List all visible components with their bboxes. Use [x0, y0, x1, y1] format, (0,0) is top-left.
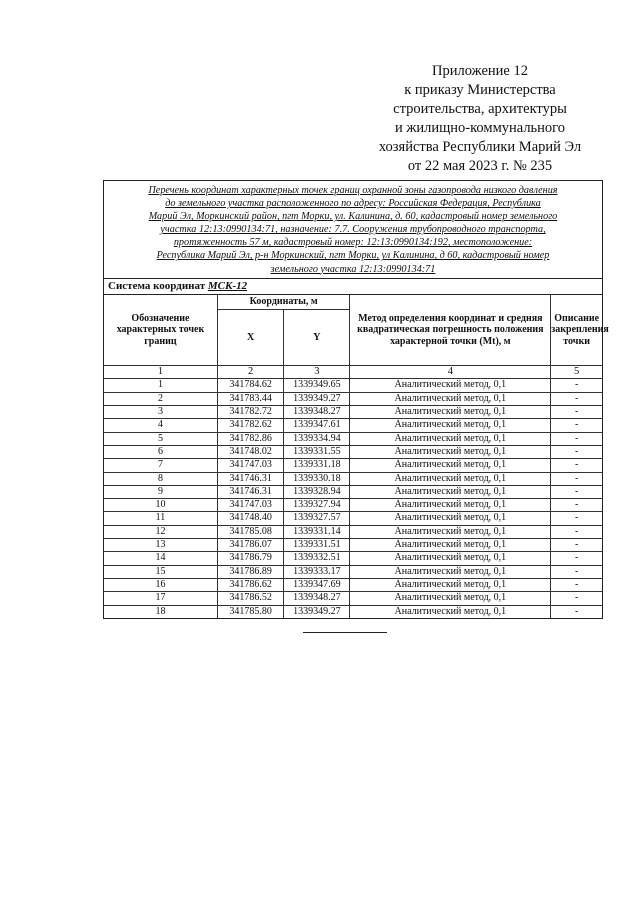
- column-number-row: [104, 366, 602, 379]
- description: -: [551, 605, 602, 618]
- table-row: [104, 419, 602, 432]
- table-row: [104, 406, 602, 419]
- table-row: [104, 552, 602, 565]
- description: -: [551, 459, 602, 472]
- coord-y: 1339348.27: [284, 406, 350, 419]
- coordinate-system-label: Система координат: [108, 279, 206, 292]
- description: -: [551, 525, 602, 538]
- column-number: 5: [551, 366, 602, 379]
- appendix-line: к приказу Министерства: [404, 82, 556, 98]
- coord-x: 341748.40: [217, 512, 283, 525]
- table-row: [104, 499, 602, 512]
- point-number: 6: [104, 445, 217, 458]
- point-number: 10: [104, 499, 217, 512]
- point-number: 15: [104, 565, 217, 578]
- coord-x: 341786.79: [217, 552, 283, 565]
- coord-y: 1339349.27: [284, 392, 350, 405]
- method: Аналитический метод, 0,1: [350, 445, 551, 458]
- coord-y: 1339349.65: [284, 379, 350, 392]
- header-y: Y: [284, 310, 350, 366]
- table-row: [104, 485, 602, 498]
- point-number: 5: [104, 432, 217, 445]
- coord-y: 1339327.94: [284, 499, 350, 512]
- description: -: [551, 392, 602, 405]
- table-row: [104, 432, 602, 445]
- coord-y: 1339347.61: [284, 419, 350, 432]
- point-number: 2: [104, 392, 217, 405]
- appendix-line: строительства, архитектуры: [393, 101, 567, 117]
- end-divider: [303, 632, 387, 633]
- point-number: 9: [104, 485, 217, 498]
- description: -: [551, 485, 602, 498]
- table-row: [104, 512, 602, 525]
- coord-y: 1339330.18: [284, 472, 350, 485]
- coord-x: 341786.52: [217, 592, 283, 605]
- header-method: Метод определения координат и средняя квадратическая погрешность положения характерной точки (Mt), м: [350, 295, 551, 366]
- table-row: [104, 525, 602, 538]
- column-number: 2: [217, 366, 283, 379]
- coord-x: 341786.89: [217, 565, 283, 578]
- coord-x: 341746.31: [217, 485, 283, 498]
- coord-y: 1339348.27: [284, 592, 350, 605]
- table-row: [104, 472, 602, 485]
- point-number: 4: [104, 419, 217, 432]
- coordinate-system: [104, 279, 602, 295]
- description: -: [551, 578, 602, 591]
- description: -: [551, 419, 602, 432]
- caption-line: земельного участка 12:13:0990134:71: [270, 263, 436, 275]
- description: -: [551, 499, 602, 512]
- method: Аналитический метод, 0,1: [350, 392, 551, 405]
- coord-x: 341748.02: [217, 445, 283, 458]
- description: -: [551, 432, 602, 445]
- coord-x: 341784.62: [217, 379, 283, 392]
- caption-line: протяженность 57 м, кадастровый номер: 12:13:0990134:192, местоположение:: [173, 237, 533, 249]
- appendix-line: хозяйства Республики Марий Эл: [378, 139, 582, 155]
- coord-x: 341783.44: [217, 392, 283, 405]
- column-number: 1: [104, 366, 217, 379]
- coord-x: 341782.86: [217, 432, 283, 445]
- method: Аналитический метод, 0,1: [350, 512, 551, 525]
- method: Аналитический метод, 0,1: [350, 605, 551, 618]
- coord-x: 341782.72: [217, 406, 283, 419]
- method: Аналитический метод, 0,1: [350, 539, 551, 552]
- coord-y: 1339333.17: [284, 565, 350, 578]
- table-row: [104, 592, 602, 605]
- method: Аналитический метод, 0,1: [350, 459, 551, 472]
- table-row: [104, 539, 602, 552]
- caption-line: участка 12:13:0990134:71, назначение: 7.7. Сооружения трубопроводного транспорта,: [160, 224, 546, 236]
- method: Аналитический метод, 0,1: [350, 485, 551, 498]
- description: -: [551, 406, 602, 419]
- coord-y: 1339328.94: [284, 485, 350, 498]
- point-number: 7: [104, 459, 217, 472]
- coordinates-table: [104, 295, 609, 618]
- description: -: [551, 552, 602, 565]
- coord-y: 1339331.18: [284, 459, 350, 472]
- coord-y: 1339331.51: [284, 539, 350, 552]
- coord-y: 1339349.27: [284, 605, 350, 618]
- description: -: [551, 445, 602, 458]
- description: -: [551, 379, 602, 392]
- method: Аналитический метод, 0,1: [350, 592, 551, 605]
- method: Аналитический метод, 0,1: [350, 578, 551, 591]
- table-row: [104, 445, 602, 458]
- method: Аналитический метод, 0,1: [350, 565, 551, 578]
- point-number: 11: [104, 512, 217, 525]
- method: Аналитический метод, 0,1: [350, 406, 551, 419]
- point-number: 12: [104, 525, 217, 538]
- table-row: [104, 379, 602, 392]
- header-coords: Координаты, м: [217, 295, 350, 310]
- method: Аналитический метод, 0,1: [350, 432, 551, 445]
- description: -: [551, 472, 602, 485]
- appendix-line: и жилищно-коммунального: [394, 120, 566, 136]
- coord-x: 341747.03: [217, 499, 283, 512]
- table-row: [104, 605, 602, 618]
- point-number: 1: [104, 379, 217, 392]
- description: -: [551, 539, 602, 552]
- coordinate-system-value: МСК-12: [207, 279, 248, 292]
- table-row: [104, 578, 602, 591]
- point-number: 18: [104, 605, 217, 618]
- coord-y: 1339332.51: [284, 552, 350, 565]
- coord-x: 341785.08: [217, 525, 283, 538]
- caption-line: Марий Эл, Моркинский район, пгт Морки, ул. Калинина, д. 60, кадастровый номер земельного: [148, 211, 558, 223]
- table-row: [104, 565, 602, 578]
- coord-x: 341747.03: [217, 459, 283, 472]
- caption-line: Республика Марий Эл, р-н Моркинский, пгт Морки, ул Калинина, д 60, кадастровый номер: [156, 250, 550, 262]
- appendix-line: Приложение 12: [432, 63, 528, 79]
- coord-x: 341786.62: [217, 578, 283, 591]
- method: Аналитический метод, 0,1: [350, 525, 551, 538]
- method: Аналитический метод, 0,1: [350, 419, 551, 432]
- coord-y: 1339331.55: [284, 445, 350, 458]
- coord-y: 1339331.14: [284, 525, 350, 538]
- table-row: [104, 459, 602, 472]
- method: Аналитический метод, 0,1: [350, 552, 551, 565]
- appendix-line: от 22 мая 2023 г. № 235: [407, 158, 553, 174]
- caption-line: до земельного участка расположенного по адресу: Российская Федерация, Республика: [165, 198, 541, 210]
- point-number: 14: [104, 552, 217, 565]
- method: Аналитический метод, 0,1: [350, 499, 551, 512]
- description: -: [551, 565, 602, 578]
- table-row: [104, 392, 602, 405]
- point-number: 16: [104, 578, 217, 591]
- point-number: 3: [104, 406, 217, 419]
- column-number: 4: [350, 366, 551, 379]
- point-number: 17: [104, 592, 217, 605]
- coordinates-frame: [103, 180, 609, 619]
- point-number: 13: [104, 539, 217, 552]
- coord-x: 341786.07: [217, 539, 283, 552]
- coord-x: 341782.62: [217, 419, 283, 432]
- header-x: X: [217, 310, 283, 366]
- method: Аналитический метод, 0,1: [350, 472, 551, 485]
- point-number: 8: [104, 472, 217, 485]
- caption-line: Перечень координат характерных точек границ охранной зоны газопровода низкого давления: [148, 185, 558, 196]
- coord-x: 341746.31: [217, 472, 283, 485]
- column-number: 3: [284, 366, 350, 379]
- table-caption: [104, 181, 602, 279]
- appendix-header: [360, 62, 600, 176]
- method: Аналитический метод, 0,1: [350, 379, 551, 392]
- coord-x: 341785.80: [217, 605, 283, 618]
- description: -: [551, 592, 602, 605]
- header-point: Обозначение характерных точек границ: [104, 295, 217, 366]
- coord-y: 1339334.94: [284, 432, 350, 445]
- coord-y: 1339347.69: [284, 578, 350, 591]
- coord-y: 1339327.57: [284, 512, 350, 525]
- header-description: Описание закрепления точки: [551, 295, 602, 366]
- description: -: [551, 512, 602, 525]
